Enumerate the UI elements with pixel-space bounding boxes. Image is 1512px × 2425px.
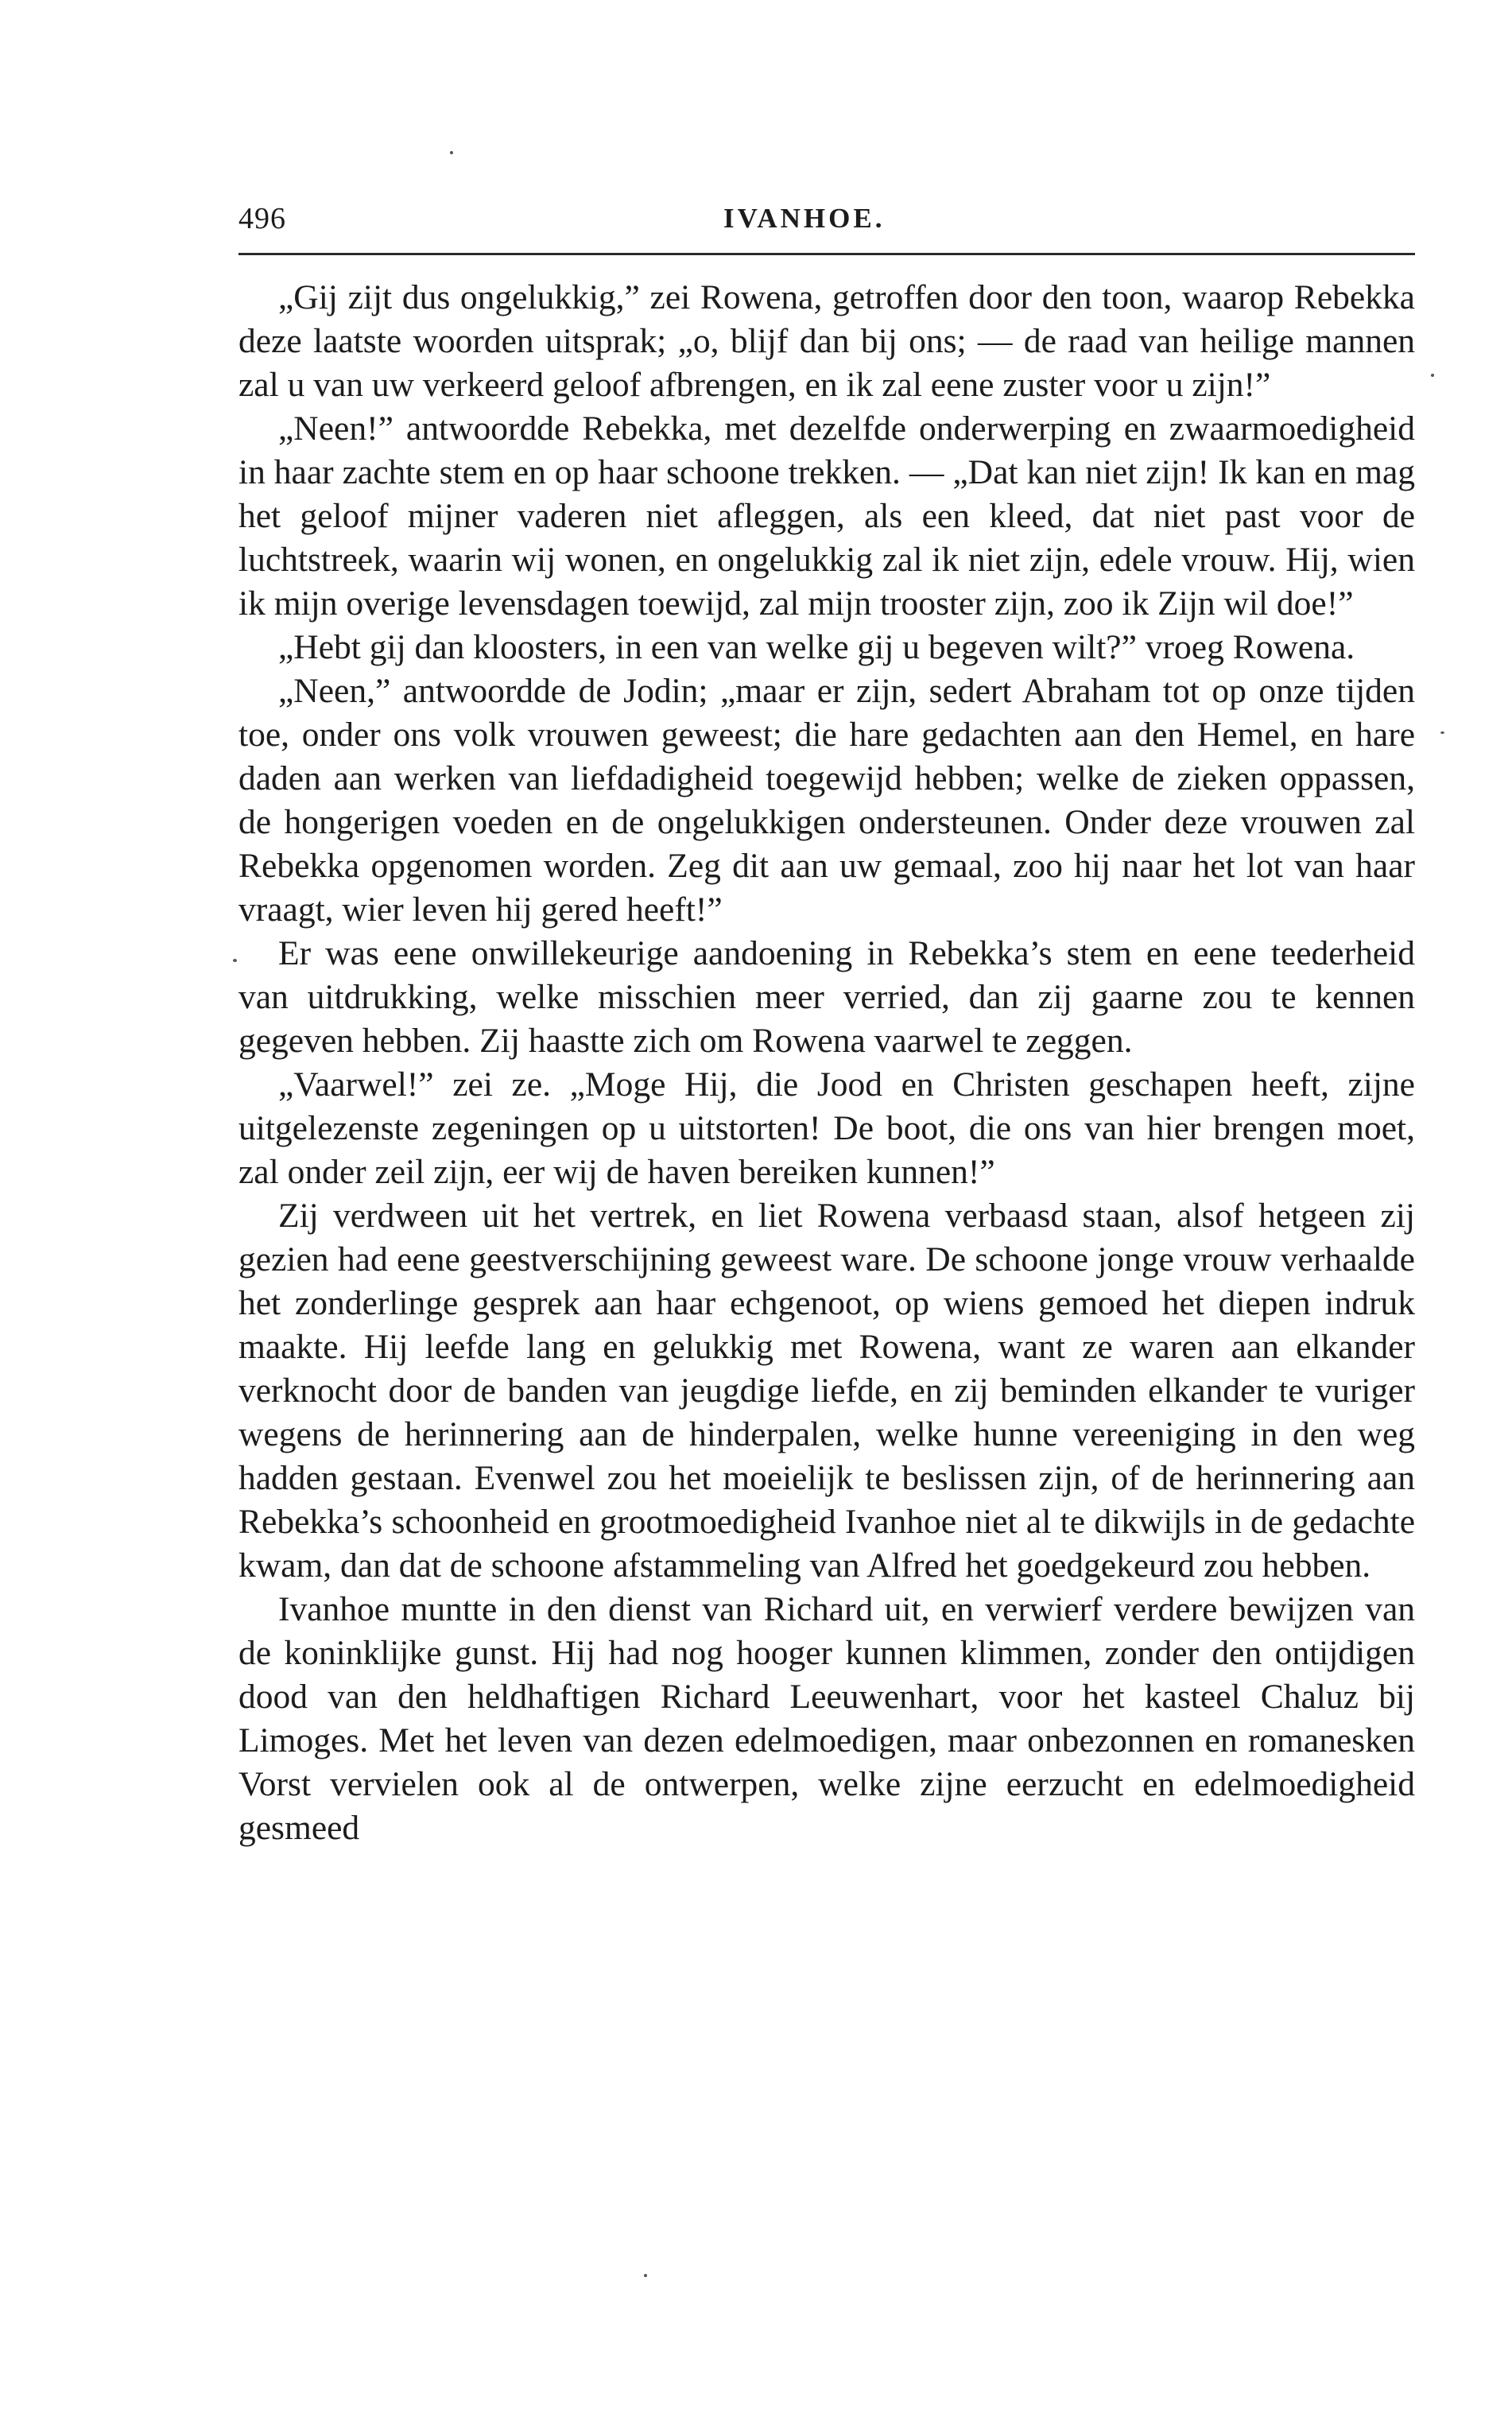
page-number: 496 xyxy=(238,202,286,235)
running-head: IVANHOE. xyxy=(723,203,886,234)
paragraph: „Hebt gij dan kloosters, in een van welke gij u begeven wilt?” vroeg Rowena. xyxy=(278,628,1355,666)
paragraph: Zij verdween uit het vertrek, en liet Rowena verbaasd staan, alsof hetgeen zij gezien had eene geestverschijning geweest ware. De schoone jonge vrouw verhaalde het zonderlinge gesprek aan haar echgenoot, op wiens gemoed het diepen indruk maakte. Hij leefde lang en gelukkig met Rowena, want ze waren aan elkander verknocht door de banden van jeugdige liefde, en zij beminden elkander te vuriger wegens de herinnering aan de hinderpalen, welke hunne vereeniging in den weg hadden gestaan. Evenwel zou het moeielijk te beslissen zijn, of de herinnering aan Rebekka’s schoonheid en grootmoedigheid Ivanhoe niet al te dikwijls in de gedachte kwam, dan dat de schoone afstammeling van Alfred het goedgekeurd zou hebben. xyxy=(238,1197,1415,1585)
paper-speck xyxy=(233,959,237,962)
paper-speck xyxy=(450,151,453,154)
page-header xyxy=(238,199,1415,239)
paper-speck xyxy=(644,2274,647,2277)
paragraph: „Gij zijt dus ongelukkig,” zei Rowena, getroffen door den toon, waarop Rebekka deze laatste woorden uitsprak; „o, blijf dan bij ons; — de raad van heilige mannen zal u van uw verkeerd geloof afbrengen, en ik zal eene zuster voor u zijn!” xyxy=(238,278,1415,404)
body-text xyxy=(238,276,1415,1850)
paragraph: „Vaarwel!” zei ze. „Moge Hij, die Jood en Christen geschapen heeft, zijne uitgelezenste zegeningen op u uitstorten! De boot, die ons van hier brengen moet, zal onder zeil zijn, eer wij de haven bereiken kunnen!” xyxy=(238,1065,1415,1191)
header-rule xyxy=(238,253,1415,255)
book-page xyxy=(238,199,1415,1850)
paragraph: Ivanhoe muntte in den dienst van Richard uit, en verwierf verdere bewijzen van de koninklijke gunst. Hij had nog hooger kunnen klimmen, zonder den ontijdigen dood van den heldhaftigen Richard Leeuwenhart, voor het kasteel Chaluz bij Limoges. Met het leven van dezen edelmoedigen, maar onbezonnen en romanesken Vorst vervielen ook al de ontwerpen, welke zijne eerzucht en edelmoedigheid gesmeed xyxy=(238,1590,1415,1847)
paper-speck xyxy=(1440,731,1444,734)
paragraph: „Neen,” antwoordde de Jodin; „maar er zijn, sedert Abraham tot op onze tijden toe, onder ons volk vrouwen geweest; die hare gedachten aan den Hemel, en hare daden aan werken van liefdadigheid toegewijd hebben; welke de zieken oppassen, de hongerigen voeden en de ongelukkigen ondersteunen. Onder deze vrouwen zal Rebekka opgenomen worden. Zeg dit aan uw gemaal, zoo hij naar het lot van haar vraagt, wier leven hij gered heeft!” xyxy=(238,672,1415,929)
paragraph: Er was eene onwillekeurige aandoening in Rebekka’s stem en eene teederheid van uitdrukking, welke misschien meer verried, dan zij gaarne zou te kennen gegeven hebben. Zij haastte zich om Rowena vaarwel te zeggen. xyxy=(238,934,1415,1060)
paragraph: „Neen!” antwoordde Rebekka, met dezelfde onderwerping en zwaarmoedigheid in haar zachte stem en op haar schoone trekken. — „Dat kan niet zijn! Ik kan en mag het geloof mijner vaderen niet afleggen, als een kleed, dat niet past voor de luchtstreek, waarin wij wonen, en ongelukkig zal ik niet zijn, edele vrouw. Hij, wien ik mijn overige levensdagen toewijd, zal mijn trooster zijn, zoo ik Zijn wil doe!” xyxy=(238,409,1415,623)
paper-speck xyxy=(1431,374,1434,377)
